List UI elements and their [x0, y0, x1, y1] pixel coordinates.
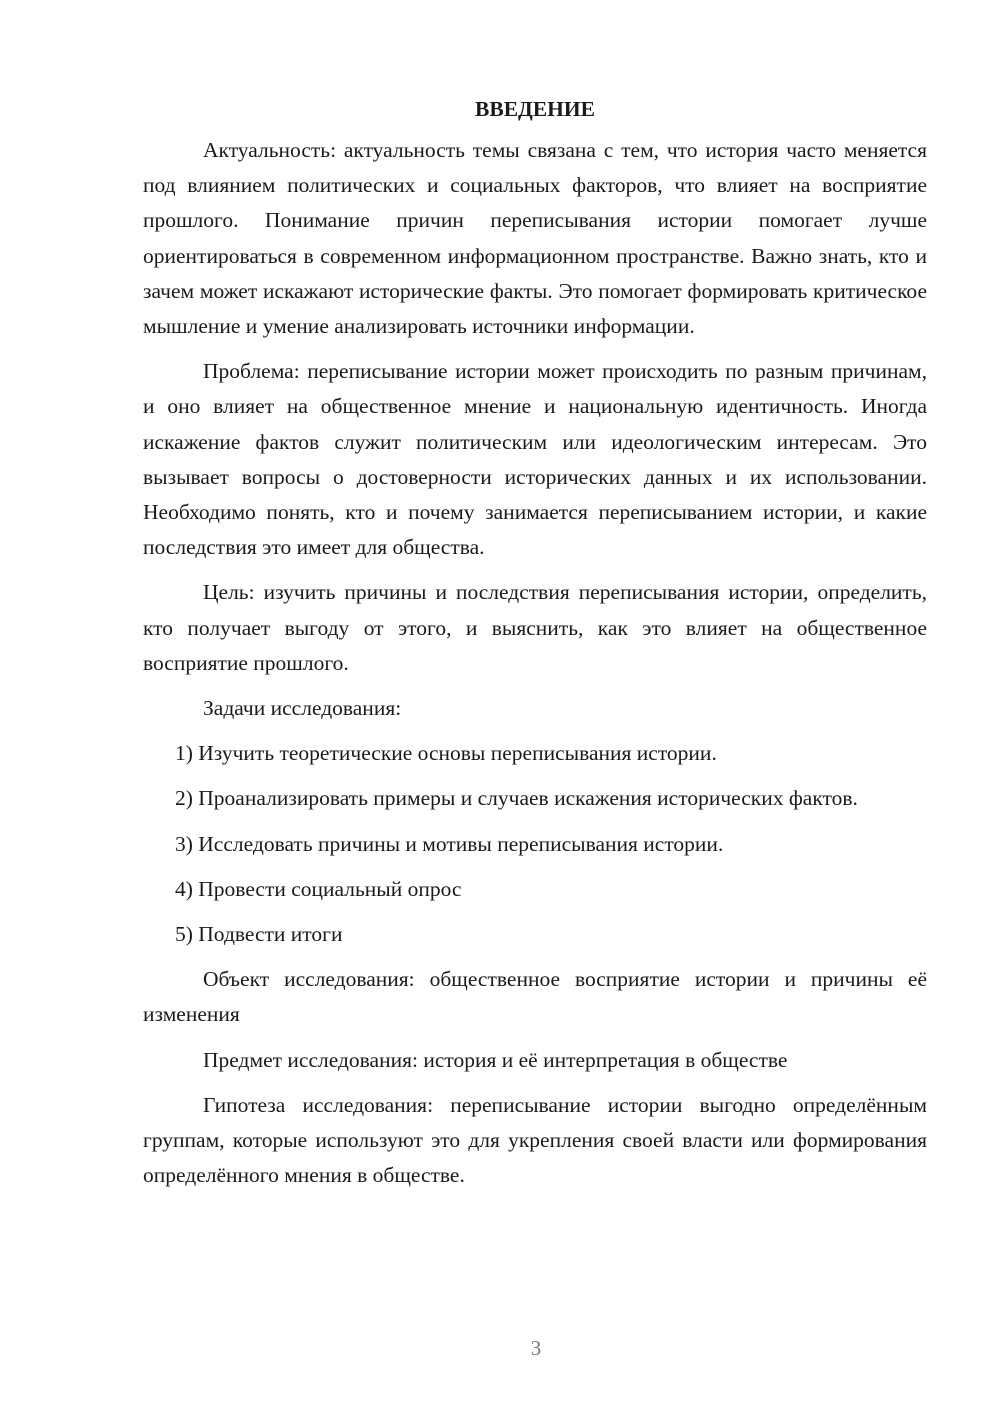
paragraph-hypothesis: Гипотеза исследования: переписывание истории выгодно определённым группам, которые используют это для укрепления своей власти или формирования определённого мнения в обществе.: [143, 1092, 927, 1188]
paragraph-subject: Предмет исследования: история и её интерпретация в обществе: [203, 1047, 788, 1072]
tasks-heading: Задачи исследования:: [203, 696, 402, 721]
paragraph-goal: Цель: изучить причины и последствия переписывания истории, определить, кто получает выгоду от этого, и выяснить, как это влияет на общественное восприятие прошлого.: [143, 580, 927, 675]
task-item-4: 4) Провести социальный опрос: [175, 876, 462, 901]
page-content: [143, 92, 927, 1203]
section-title: ВВЕДЕНИЕ: [475, 97, 595, 121]
task-item-1: 1) Изучить теоретические основы переписывания истории.: [175, 741, 717, 766]
paragraph-problem: Проблема: переписывание истории может происходить по разным причинам, и оно влияет на общественное мнение и национальную идентичность. Иногда искажение фактов служит политическим или идеологическим интересам. Это вызывает вопросы о достоверности исторических данных и их использовании. Необходимо понять, кто и почему занимается переписыванием истории, и какие последствия это имеет для общества.: [143, 359, 927, 560]
paragraph-object: Объект исследования: общественное восприятие истории и причины её изменения: [143, 967, 927, 1027]
task-item-3: 3) Исследовать причины и мотивы переписывания истории.: [175, 831, 724, 856]
page-number: 3: [530, 1336, 542, 1360]
task-item-2: 2) Проанализировать примеры и случаев искажения исторических фактов.: [175, 786, 858, 811]
paragraph-relevance: Актуальность: актуальность темы связана с тем, что история часто меняется под влиянием политических и социальных факторов, что влияет на восприятие прошлого. Понимание причин переписывания истории помогает лучше ориентироваться в современном информационном пространстве. Важно знать, кто и зачем может искажают исторические факты. Это помогает формировать критическое мышление и умение анализировать источники информации.: [143, 138, 927, 339]
task-item-5: 5) Подвести итоги: [175, 922, 343, 947]
